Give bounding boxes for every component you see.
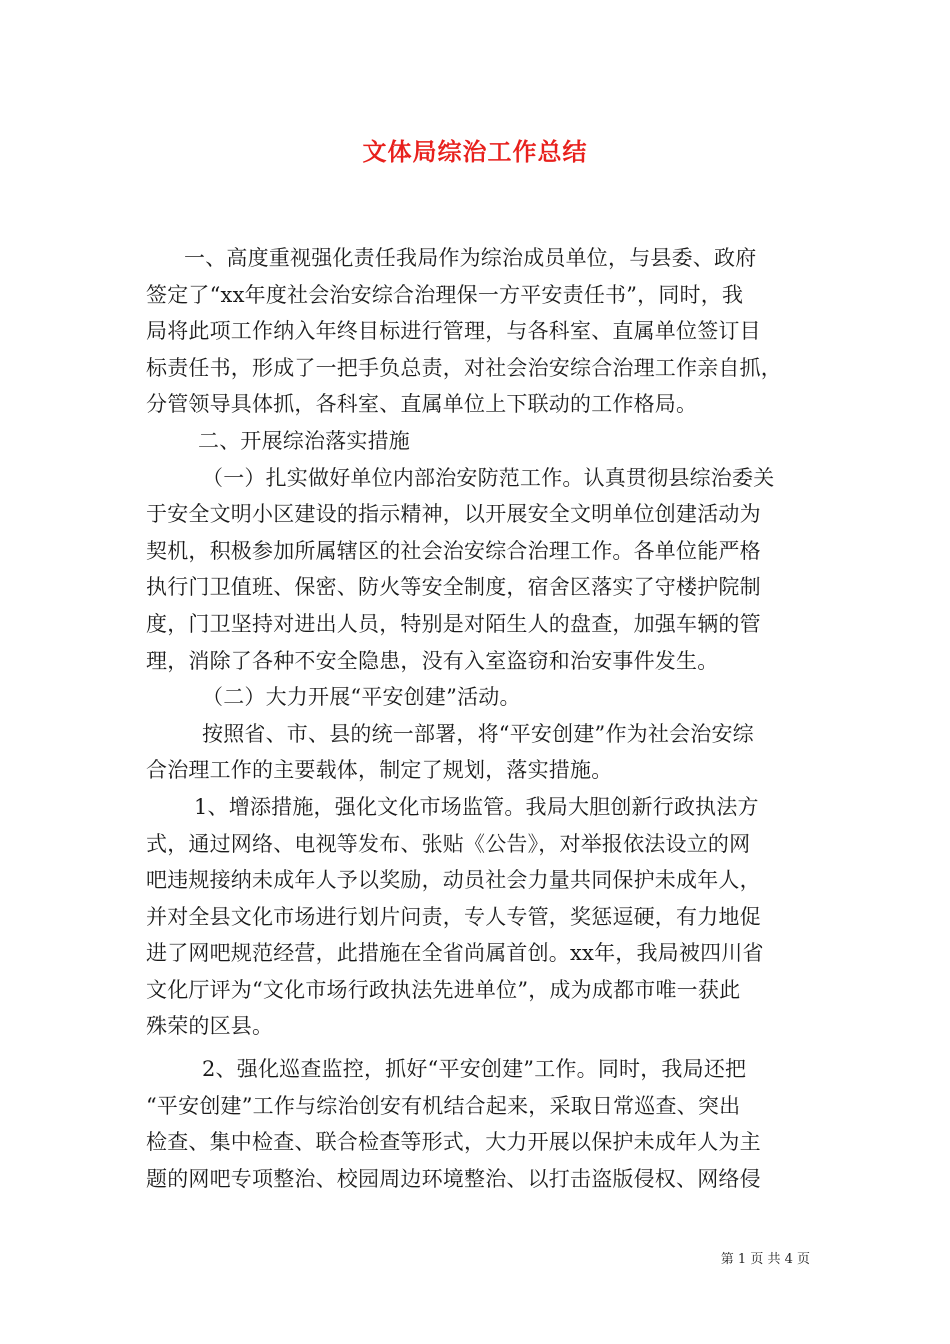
paragraph-line: 一、高度重视强化责任我局作为综治成员单位，与县委、政府 (184, 246, 757, 270)
paragraph-line: 标责任书，形成了一把手负总责，对社会治安综合治理工作亲自抓， (146, 355, 782, 380)
paragraph-line: 签定了“xx年度社会治安综合治理保一方平安责任书”，同时，我 (146, 282, 744, 307)
paragraph-line: 执行门卫值班、保密、防火等安全制度，宿舍区落实了守楼护院制 (146, 575, 761, 600)
paragraph-line: “平安创建”工作与综治创安有机结合起来，采取日常巡查、突出 (146, 1093, 741, 1118)
paragraph-line: 按照省、市、县的统一部署，将“平安创建”作为社会治安综 (202, 721, 754, 746)
paragraph-line: 式，通过网络、电视等发布、张贴《公告》，对举报依法设立的网 (146, 831, 751, 856)
paragraph-line: 1、增添措施，强化文化市场监管。我局大胆创新行政执法方 (194, 794, 759, 819)
paragraph-line: 契机，积极参加所属辖区的社会治安综合治理工作。各单位能严格 (146, 538, 761, 563)
paragraph-line: 合治理工作的主要载体，制定了规划，落实措施。 (146, 758, 613, 783)
paragraph-line: 殊荣的区县。 (146, 1014, 274, 1039)
paragraph-line: 分管领导具体抓，各科室、直属单位上下联动的工作格局。 (146, 392, 698, 417)
paragraph-line: 进了网吧规范经营，此措施在全省尚属首创。xx年，我局被四川省 (146, 941, 764, 966)
paragraph-line: 题的网吧专项整治、校园周边环境整治、以打击盗版侵权、网络侵 (146, 1166, 761, 1191)
paragraph-line: 理，消除了各种不安全隐患，没有入室盗窃和治安事件发生。 (146, 648, 719, 673)
paragraph-line: （一）扎实做好单位内部治安防范工作。认真贯彻县综治委关 (202, 465, 775, 490)
paragraph-line: （二）大力开展“平安创建”活动。 (202, 685, 521, 710)
paragraph-line: 吧违规接纳未成年人予以奖励，动员社会力量共同保护未成年人， (146, 868, 761, 893)
paragraph-line: 检查、集中检查、联合检查等形式，大力开展以保护未成年人为主 (146, 1130, 761, 1155)
document-body (146, 240, 806, 1197)
paragraph-line: 并对全县文化市场进行划片问责，专人专管，奖惩逗硬，有力地促 (146, 904, 761, 929)
paragraph-line: 2、强化巡查监控，抓好“平安创建”工作。同时，我局还把 (202, 1057, 747, 1082)
page-number: 第 1 页 共 4 页 (720, 1252, 810, 1267)
paragraph-line: 度，门卫坚持对进出人员，特别是对陌生人的盘查，加强车辆的管 (146, 611, 761, 636)
paragraph-line: 于安全文明小区建设的指示精神，以开展安全文明单位创建活动为 (146, 502, 761, 527)
paragraph-line: 局将此项工作纳入年终目标进行管理，与各科室、直属单位签订目 (146, 319, 761, 344)
paragraph-line: 文化厅评为“文化市场行政执法先进单位”，成为成都市唯一获此 (146, 977, 741, 1002)
paragraph-line: 二、开展综治落实措施 (198, 428, 410, 453)
document-title: 文体局综治工作总结 (362, 137, 588, 166)
